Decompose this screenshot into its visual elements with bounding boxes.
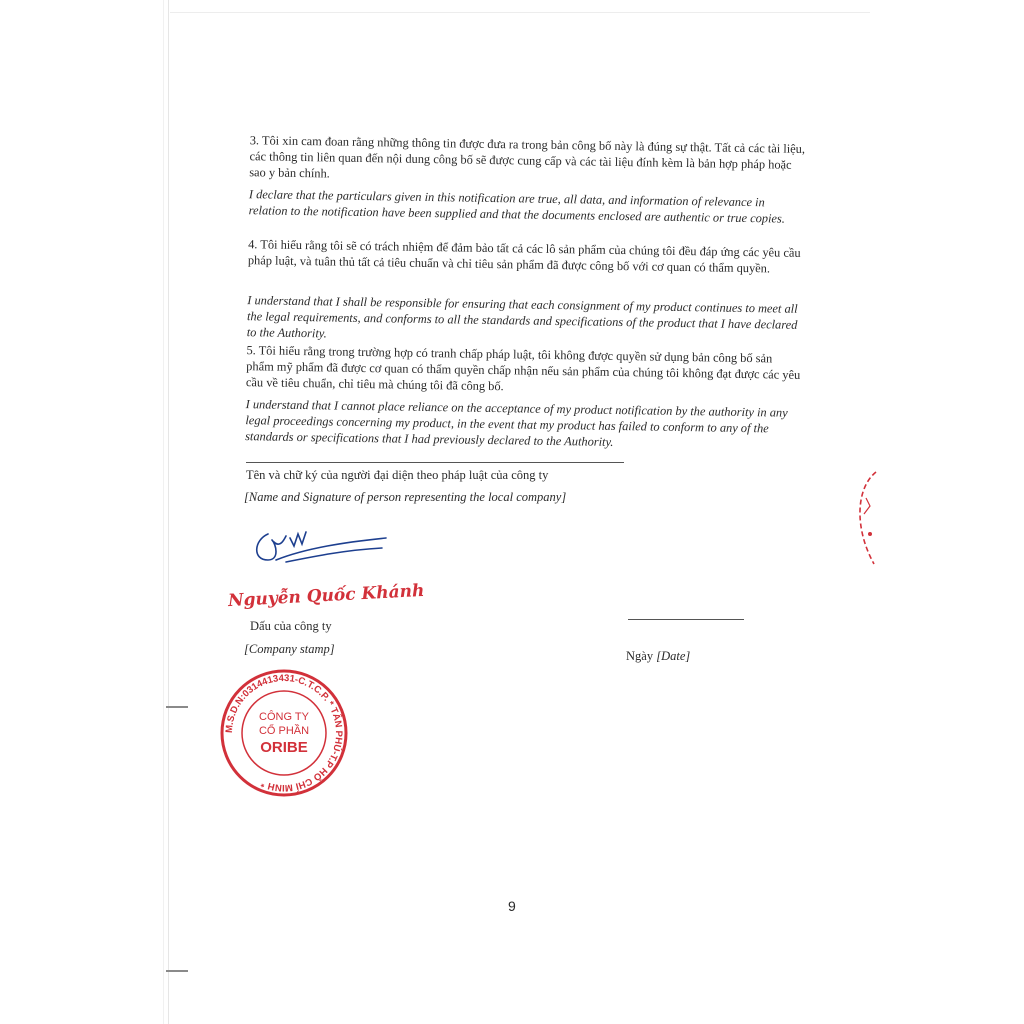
handwritten-signature bbox=[246, 520, 396, 570]
scan-artifact-tick bbox=[166, 706, 188, 708]
date-line bbox=[628, 619, 744, 620]
date-label-vi: Ngày bbox=[626, 649, 654, 663]
scan-artifact-tick bbox=[166, 970, 188, 972]
scan-artifact-edge bbox=[168, 0, 169, 1024]
scan-artifact-edge bbox=[163, 0, 164, 1024]
representative-label-vi: Tên và chữ ký của người đại diện theo pháp luật của công ty bbox=[246, 468, 549, 482]
scan-artifact-top bbox=[170, 12, 870, 13]
stamp-line-3: ORIBE bbox=[260, 739, 308, 756]
paragraph-4-vietnamese: 4. Tôi hiểu rằng tôi sẽ có trách nhiệm để đảm bảo tất cả các lô sản phẩm của chúng tôi đều đáp ứng các yêu cầu pháp luật, và tuân thủ tất cả tiêu chuẩn và chỉ tiêu sản phẩm đã được công bố với cơ quan có thẩm quyền. bbox=[247, 237, 801, 276]
date-label bbox=[626, 649, 690, 664]
declaration-body bbox=[238, 0, 808, 449]
paragraph-3-vietnamese: 3. Tôi xin cam đoan rằng những thông tin được đưa ra trong bản công bố này là đúng sự thật. Tất cả các tài liệu, các thông tin liên quan đến nội dung công bố sẽ được cung cấp và các tài liệu đính kèm là bản hợp pháp hoặc sao y bản chính. bbox=[249, 133, 806, 181]
stamp-outer-text: M.S.D.N:0314413431-C.T.C.P. * TÂN PHÚ-T.P HỒ CHÍ MINH * bbox=[223, 672, 345, 794]
paragraph-5-vietnamese: 5. Tôi hiểu rằng trong trường hợp có tranh chấp pháp luật, tôi không được quyền sử dụng bản công bố sản phẩm mỹ phẩm đã được cơ quan có thẩm quyền chấp nhận nếu sản phẩm của chúng tôi không đạt được các yêu cầu về tiêu chuẩn, chỉ tiêu mà chúng tôi đã công bố. bbox=[245, 343, 801, 394]
paragraph-3-english: I declare that the particulars given in this notification are true, all data, and information of relevance in relation to the notification have been supplied and that the documents enclosed are authentic or true copies. bbox=[248, 187, 785, 226]
partial-margin-seal bbox=[846, 468, 886, 568]
date-label-en: [Date] bbox=[656, 649, 691, 663]
stamp-label-vi: Dấu của công ty bbox=[250, 619, 332, 633]
stamp-label-en: [Company stamp] bbox=[244, 642, 335, 656]
signer-name: Nguyễn Quốc Khánh bbox=[227, 580, 425, 612]
stamp-line-2: CỔ PHẦN bbox=[258, 725, 310, 737]
paragraph-4-english: I understand that I shall be responsible for ensuring that each consignment of my product continues to meet all the legal requirements, and conforms to all the standards and specifications of the product that I have declared to the Authority. bbox=[246, 293, 798, 341]
page-number: 9 bbox=[508, 898, 516, 914]
stamp-line-1: CÔNG TY bbox=[259, 711, 309, 723]
signature-line bbox=[246, 462, 624, 463]
paragraph-5-english: I understand that I cannot place reliance on the acceptance of my product notification by the authority in any legal proceedings concerning my product, in the event that my product has failed to conform to any of the standards or specifications that I had previously declared to the Authority. bbox=[245, 397, 788, 449]
representative-label-en: [Name and Signature of person representing the local company] bbox=[244, 490, 567, 504]
company-stamp bbox=[214, 668, 354, 798]
